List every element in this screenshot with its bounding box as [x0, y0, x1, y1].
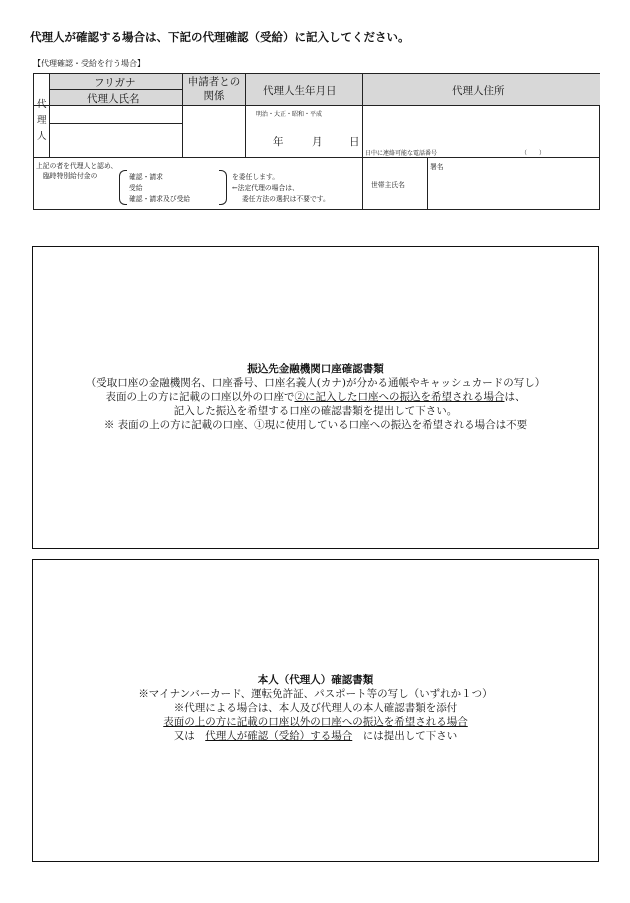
box2-line1: ※マイナンバーカード、運転免許証、パスポート等の写し（いずれか１つ） [138, 688, 493, 700]
col-name: 代理人氏名 [87, 93, 140, 105]
proxy-form [33, 73, 600, 210]
col-relation: 申請者との関係 [187, 76, 241, 102]
right-brace [219, 170, 227, 205]
consent-prefix: 臨時特別給付金の [43, 172, 98, 180]
left-brace [119, 170, 127, 205]
col-address: 代理人住所 [452, 85, 505, 97]
box1-line2: 表面の上の方に記載の口座以外の口座で②に記入した口座への振込を希望される場合は、 [105, 391, 526, 403]
identity-doc-box [32, 559, 599, 862]
option-confirm: 確認・請求 [129, 173, 163, 181]
col-furigana: フリガナ [94, 77, 136, 89]
box1-line3: 記入した振込を希望する口座の確認書類を提出して下さい。 [173, 405, 458, 417]
box2-line4: 又は 代理人が確認（受給）する場合 には提出して下さい [173, 730, 458, 742]
page-heading: 代理人が確認する場合は、下記の代理確認（受給）に記入してください。 [30, 30, 410, 44]
year-label: 年 [273, 136, 284, 148]
legal-note-2: 委任方法の選択は不要です。 [242, 195, 330, 203]
householder-label: 世帯主氏名 [371, 181, 405, 189]
bank-account-doc-box [32, 246, 599, 549]
option-receive: 受給 [129, 184, 143, 192]
delegate-text: を委任します。 [232, 173, 280, 181]
day-label: 日 [349, 136, 360, 148]
box1-line4: ※ 表面の上の方に記載の口座、①現に使用している口座への振込を希望される場合は不要 [103, 419, 528, 431]
row-label-char-1: 代 [37, 99, 47, 110]
phone-label: 日中に連絡可能な電話番号 [365, 150, 438, 157]
legal-note-1: ←法定代理の場合は、 [232, 184, 299, 192]
month-label: 月 [312, 136, 323, 148]
box1-title: 振込先金融機関口座確認書類 [247, 363, 384, 375]
box2-line3: 表面の上の方に記載の口座以外の口座への振込を希望される場合 [163, 716, 468, 728]
box2-title: 本人（代理人）確認書類 [257, 674, 374, 686]
row-label-char-3: 人 [37, 131, 47, 142]
consent-line: 上記の者を代理人と認め、 [36, 162, 118, 170]
box1-line1: （受取口座の金融機関名、口座番号、口座名義人(カナ)が分かる通帳やキャッシュカードの写し） [85, 377, 546, 389]
box2-line2: ※代理による場合は、本人及び代理人の本人確認書類を添付 [173, 702, 458, 714]
phone-paren: （ ） [521, 150, 546, 157]
option-both: 確認・請求及び受給 [129, 195, 191, 203]
row-label-char-2: 理 [37, 115, 47, 126]
era-options: 明治・大正・昭和・平成 [256, 111, 323, 118]
signature-label: 署名 [430, 163, 444, 171]
col-birthdate: 代理人生年月日 [263, 85, 337, 97]
section-label: 【代理確認・受給を行う場合】 [33, 59, 145, 68]
